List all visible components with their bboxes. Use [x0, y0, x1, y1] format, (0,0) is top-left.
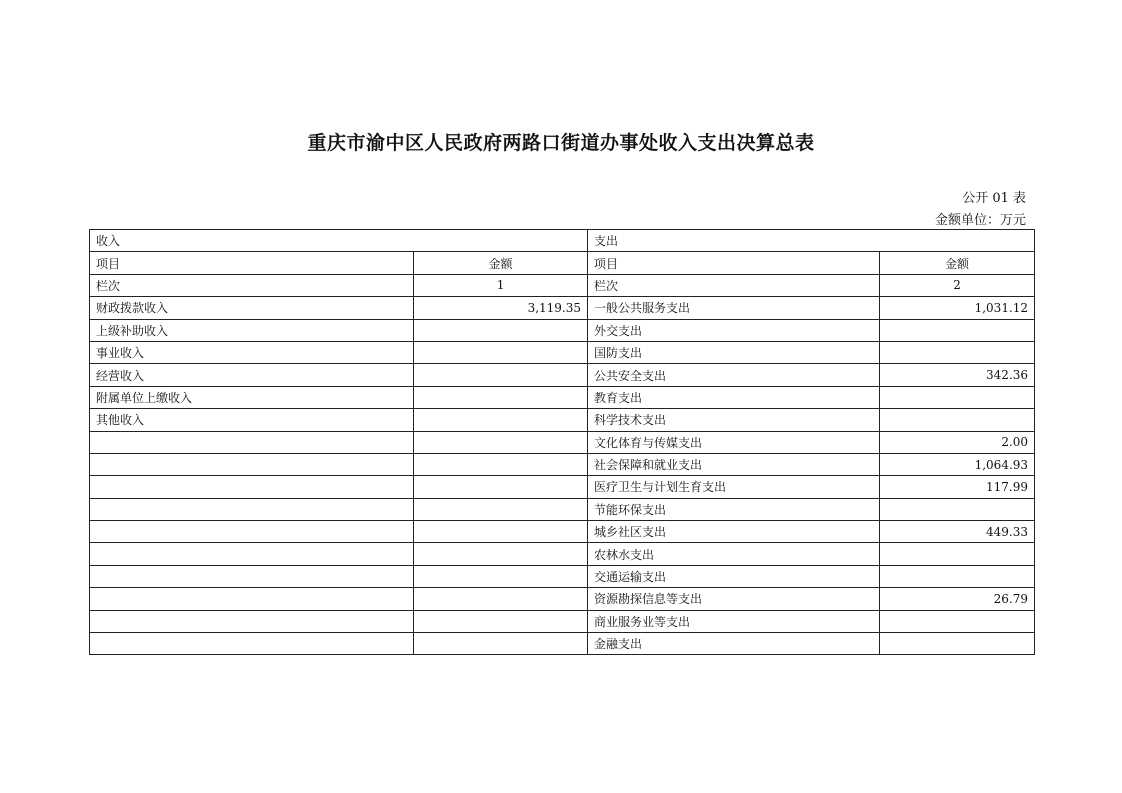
income-item-cell	[90, 543, 414, 565]
income-section-header: 收入	[90, 230, 588, 252]
page-title: 重庆市渝中区人民政府两路口街道办事处收入支出决算总表	[307, 132, 815, 154]
table-row	[90, 476, 1035, 498]
expense-item-cell: 教育支出	[588, 386, 880, 408]
column-index-row	[90, 274, 1035, 296]
expense-amount-cell: 342.36	[880, 364, 1035, 386]
expense-item-cell: 外交支出	[588, 319, 880, 341]
expense-item-cell: 城乡社区支出	[588, 521, 880, 543]
expense-item-cell: 交通运输支出	[588, 565, 880, 587]
expense-section-header: 支出	[588, 230, 1035, 252]
income-item-cell: 经营收入	[90, 364, 414, 386]
expense-item-cell: 科学技术支出	[588, 409, 880, 431]
expense-item-cell: 商业服务业等支出	[588, 610, 880, 632]
expense-amount-header: 金额	[880, 252, 1035, 274]
expense-amount-cell: 1,031.12	[880, 297, 1035, 319]
income-amount-cell	[414, 364, 588, 386]
table-row	[90, 364, 1035, 386]
expense-item-cell: 金融支出	[588, 633, 880, 655]
table-row	[90, 386, 1035, 408]
table-row	[90, 543, 1035, 565]
income-item-cell	[90, 565, 414, 587]
form-number: 公开 01 表	[962, 191, 1026, 206]
expense-amount-cell	[880, 543, 1035, 565]
table-row	[90, 409, 1035, 431]
income-amount-cell	[414, 341, 588, 363]
table-row	[90, 498, 1035, 520]
income-item-cell: 附属单位上缴收入	[90, 386, 414, 408]
expense-amount-cell	[880, 319, 1035, 341]
amount-unit: 金额单位：万元	[934, 213, 1026, 228]
column-header-row	[90, 252, 1035, 274]
income-item-cell: 事业收入	[90, 341, 414, 363]
expense-amount-cell: 449.33	[880, 521, 1035, 543]
table-row	[90, 341, 1035, 363]
expense-item-cell: 一般公共服务支出	[588, 297, 880, 319]
expense-amount-cell: 1,064.93	[880, 453, 1035, 475]
expense-column-index: 2	[880, 274, 1035, 296]
expense-amount-cell: 117.99	[880, 476, 1035, 498]
expense-amount-cell	[880, 386, 1035, 408]
expense-item-cell: 文化体育与传媒支出	[588, 431, 880, 453]
income-index-label: 栏次	[90, 274, 414, 296]
table-row	[90, 297, 1035, 319]
income-amount-cell	[414, 431, 588, 453]
expense-amount-cell	[880, 565, 1035, 587]
income-amount-cell	[414, 633, 588, 655]
income-amount-cell	[414, 565, 588, 587]
table-row	[90, 453, 1035, 475]
income-item-cell	[90, 610, 414, 632]
income-item-header: 项目	[90, 252, 414, 274]
income-amount-cell	[414, 543, 588, 565]
income-amount-header: 金额	[414, 252, 588, 274]
income-item-cell	[90, 453, 414, 475]
table-row	[90, 431, 1035, 453]
income-item-cell	[90, 498, 414, 520]
table-body	[90, 230, 1035, 655]
expense-amount-cell: 26.79	[880, 588, 1035, 610]
table-row	[90, 610, 1035, 632]
expense-item-cell: 医疗卫生与计划生育支出	[588, 476, 880, 498]
income-amount-cell	[414, 521, 588, 543]
expense-item-cell: 公共安全支出	[588, 364, 880, 386]
expense-item-cell: 节能环保支出	[588, 498, 880, 520]
budget-summary-table	[89, 229, 1035, 655]
income-item-cell	[90, 633, 414, 655]
table-row	[90, 565, 1035, 587]
income-amount-cell	[414, 588, 588, 610]
expense-amount-cell	[880, 633, 1035, 655]
table-row	[90, 588, 1035, 610]
income-amount-cell	[414, 409, 588, 431]
expense-item-cell: 社会保障和就业支出	[588, 453, 880, 475]
section-header-row	[90, 230, 1035, 252]
income-item-cell: 其他收入	[90, 409, 414, 431]
income-amount-cell	[414, 476, 588, 498]
income-amount-cell: 3,119.35	[414, 297, 588, 319]
income-column-index: 1	[414, 274, 588, 296]
expense-item-cell: 国防支出	[588, 341, 880, 363]
income-item-cell	[90, 588, 414, 610]
income-amount-cell	[414, 386, 588, 408]
expense-amount-cell	[880, 341, 1035, 363]
expense-index-label: 栏次	[588, 274, 880, 296]
expense-item-cell: 农林水支出	[588, 543, 880, 565]
table-row	[90, 633, 1035, 655]
table-row	[90, 521, 1035, 543]
table-row	[90, 319, 1035, 341]
income-amount-cell	[414, 498, 588, 520]
expense-amount-cell	[880, 409, 1035, 431]
income-item-cell: 财政拨款收入	[90, 297, 414, 319]
income-item-cell	[90, 431, 414, 453]
income-item-cell: 上级补助收入	[90, 319, 414, 341]
expense-amount-cell	[880, 610, 1035, 632]
income-item-cell	[90, 476, 414, 498]
income-amount-cell	[414, 610, 588, 632]
income-item-cell	[90, 521, 414, 543]
expense-amount-cell	[880, 498, 1035, 520]
income-amount-cell	[414, 453, 588, 475]
expense-amount-cell: 2.00	[880, 431, 1035, 453]
income-amount-cell	[414, 319, 588, 341]
expense-item-cell: 资源勘探信息等支出	[588, 588, 880, 610]
expense-item-header: 项目	[588, 252, 880, 274]
